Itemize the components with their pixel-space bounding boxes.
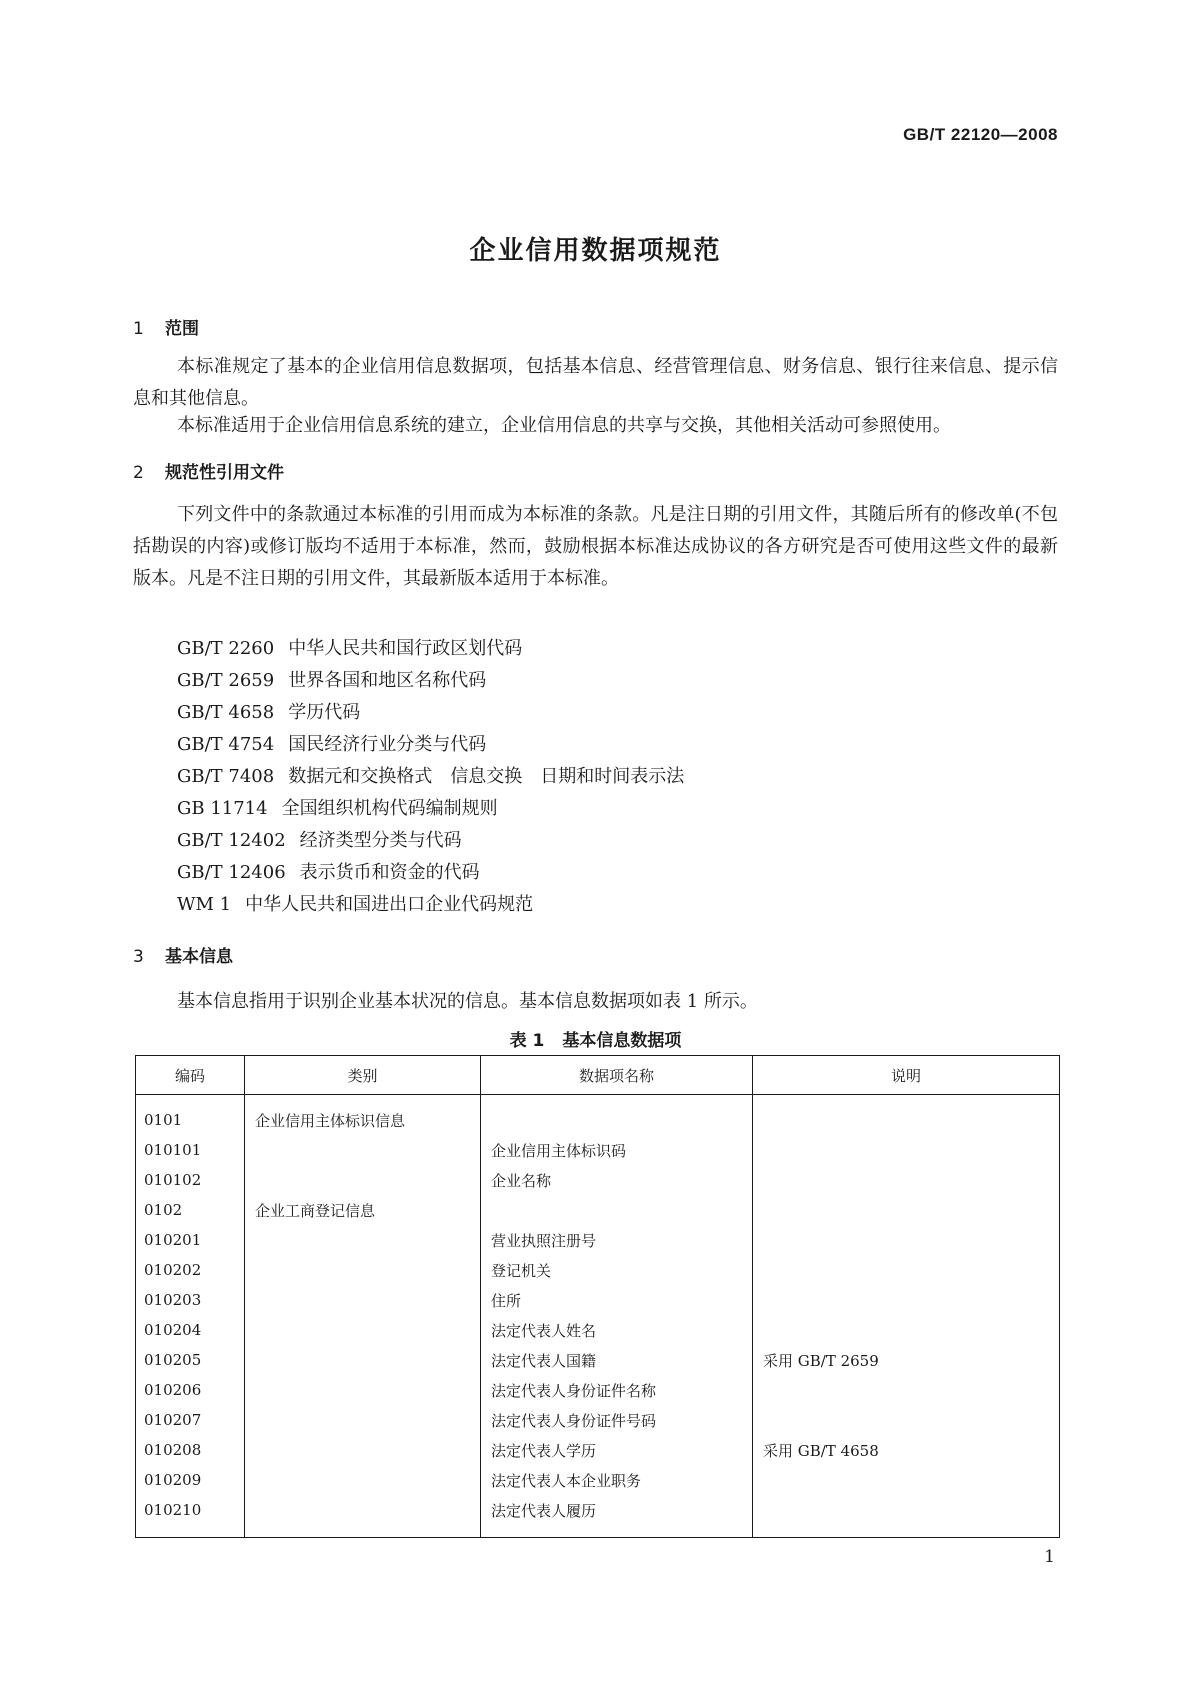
code-cell: 010203	[144, 1291, 202, 1309]
item-name-cell: 住所	[481, 1285, 753, 1315]
code-cell: 0102	[144, 1201, 183, 1219]
category-cell	[245, 1165, 481, 1195]
category-cell	[245, 1255, 481, 1285]
table-row	[136, 1195, 1060, 1225]
code-cell: 010204	[144, 1321, 202, 1339]
code-cell: 010206	[144, 1381, 202, 1399]
category-cell	[245, 1495, 481, 1538]
category-cell	[245, 1465, 481, 1495]
standard-number: GB/T 22120—2008	[903, 125, 1058, 144]
reference-title: 数据元和交换格式 信息交换 日期和时间表示法	[288, 766, 685, 787]
reference-item	[177, 825, 684, 857]
table-row	[136, 1285, 1060, 1315]
code-cell: 0101	[144, 1111, 183, 1129]
reference-item	[177, 761, 684, 793]
item-name-cell	[481, 1095, 753, 1136]
category-cell	[245, 1375, 481, 1405]
table-header-cell: 类别	[245, 1056, 481, 1095]
reference-title: 经济类型分类与代码	[299, 830, 462, 851]
section-2-paragraph-1: 下列文件中的条款通过本标准的引用而成为本标准的条款。凡是注日期的引用文件，其随后所有的修改单(不包括勘误的内容)或修订版均不适用于本标准，然而，鼓励根据本标准达成协议的各方研究是否可使用这些文件的最新版本。凡是不注日期的引用文件，其最新版本适用于本标准。	[133, 504, 1058, 589]
category-cell	[245, 1435, 481, 1465]
reference-title: 中华人民共和国行政区划代码	[288, 638, 523, 659]
code-cell: 010210	[144, 1501, 202, 1519]
note-cell: 采用 GB/T 2659	[753, 1345, 1060, 1375]
note-cell	[753, 1135, 1060, 1165]
note-cell: 采用 GB/T 4658	[753, 1435, 1060, 1465]
reference-list	[177, 633, 684, 921]
basic-info-table	[135, 1055, 1060, 1538]
category-cell	[245, 1285, 481, 1315]
note-cell	[753, 1285, 1060, 1315]
code-cell: 010207	[144, 1411, 202, 1429]
reference-title: 表示货币和资金的代码	[299, 862, 480, 883]
section-2-heading	[133, 458, 284, 483]
table-caption-title: 基本信息数据项	[562, 1031, 682, 1051]
section-3-heading	[133, 942, 233, 967]
item-name-cell: 营业执照注册号	[481, 1225, 753, 1255]
table-caption	[0, 1026, 1191, 1051]
table-row	[136, 1225, 1060, 1255]
section-3-paragraph-1: 基本信息指用于识别企业基本状况的信息。基本信息数据项如表 1 所示。	[177, 991, 758, 1012]
item-name-cell: 法定代表人国籍	[481, 1345, 753, 1375]
reference-item	[177, 729, 684, 761]
reference-item	[177, 793, 684, 825]
note-cell	[753, 1095, 1060, 1136]
category-cell	[245, 1135, 481, 1165]
section-title: 基本信息	[165, 947, 233, 967]
reference-item	[177, 633, 684, 665]
note-cell	[753, 1465, 1060, 1495]
section-1-heading	[133, 314, 199, 339]
code-cell: 010208	[144, 1441, 202, 1459]
table-header-cell: 编码	[136, 1056, 245, 1095]
table-row	[136, 1345, 1060, 1375]
note-cell	[753, 1225, 1060, 1255]
reference-title: 世界各国和地区名称代码	[288, 670, 487, 691]
table-row	[136, 1375, 1060, 1405]
note-cell	[753, 1255, 1060, 1285]
table-row	[136, 1405, 1060, 1435]
reference-item	[177, 889, 684, 921]
reference-code: GB/T 12406	[177, 862, 286, 883]
reference-title: 国民经济行业分类与代码	[288, 734, 487, 755]
note-cell	[753, 1495, 1060, 1538]
item-name-cell: 法定代表人学历	[481, 1435, 753, 1465]
code-cell: 010102	[144, 1171, 202, 1189]
table-header-cell: 数据项名称	[481, 1056, 753, 1095]
item-name-cell: 企业名称	[481, 1165, 753, 1195]
code-cell: 010205	[144, 1351, 202, 1369]
item-name-cell	[481, 1195, 753, 1225]
reference-item	[177, 697, 684, 729]
table-row	[136, 1095, 1060, 1136]
table-row	[136, 1315, 1060, 1345]
item-name-cell: 法定代表人姓名	[481, 1315, 753, 1345]
note-cell	[753, 1165, 1060, 1195]
table-caption-number: 表 1	[509, 1031, 545, 1051]
note-cell	[753, 1315, 1060, 1345]
reference-title: 学历代码	[288, 702, 361, 723]
reference-code: GB/T 7408	[177, 766, 275, 787]
item-name-cell: 企业信用主体标识码	[481, 1135, 753, 1165]
reference-code: GB/T 2260	[177, 638, 275, 659]
table-row	[136, 1165, 1060, 1195]
section-title: 规范性引用文件	[165, 463, 284, 483]
section-number: 1	[133, 319, 144, 339]
table-body	[136, 1095, 1060, 1538]
reference-code: WM 1	[177, 894, 232, 915]
code-cell: 010202	[144, 1261, 202, 1279]
reference-code: GB/T 4754	[177, 734, 275, 755]
reference-code: GB/T 4658	[177, 702, 275, 723]
category-cell	[245, 1225, 481, 1255]
code-cell: 010209	[144, 1471, 202, 1489]
section-1-paragraph-1: 本标准规定了基本的企业信用信息数据项，包括基本信息、经营管理信息、财务信息、银行往来信息、提示信息和其他信息。	[133, 356, 1058, 409]
item-name-cell: 登记机关	[481, 1255, 753, 1285]
reference-code: GB 11714	[177, 798, 268, 819]
document-title: 企业信用数据项规范	[469, 236, 722, 266]
table-row	[136, 1465, 1060, 1495]
reference-item	[177, 857, 684, 889]
table-header-row	[136, 1056, 1060, 1095]
code-cell: 010201	[144, 1231, 202, 1249]
reference-title: 中华人民共和国进出口企业代码规范	[245, 894, 534, 915]
reference-code: GB/T 12402	[177, 830, 286, 851]
item-name-cell: 法定代表人身份证件名称	[481, 1375, 753, 1405]
note-cell	[753, 1195, 1060, 1225]
item-name-cell: 法定代表人身份证件号码	[481, 1405, 753, 1435]
item-name-cell: 法定代表人履历	[481, 1495, 753, 1538]
section-title: 范围	[165, 319, 199, 339]
section-number: 2	[133, 463, 144, 483]
table-row	[136, 1135, 1060, 1165]
table-header-cell: 说明	[753, 1056, 1060, 1095]
item-name-cell: 法定代表人本企业职务	[481, 1465, 753, 1495]
category-cell: 企业工商登记信息	[245, 1195, 481, 1225]
section-number: 3	[133, 947, 144, 967]
reference-item	[177, 665, 684, 697]
reference-title: 全国组织机构代码编制规则	[281, 798, 498, 819]
section-1-paragraph-2: 本标准适用于企业信用信息系统的建立，企业信用信息的共享与交换，其他相关活动可参照使用。	[177, 415, 951, 436]
page-number: 1	[1044, 1547, 1055, 1567]
category-cell	[245, 1315, 481, 1345]
category-cell	[245, 1405, 481, 1435]
table-row	[136, 1495, 1060, 1538]
code-cell: 010101	[144, 1141, 202, 1159]
note-cell	[753, 1375, 1060, 1405]
reference-code: GB/T 2659	[177, 670, 275, 691]
table-row	[136, 1435, 1060, 1465]
category-cell: 企业信用主体标识信息	[245, 1095, 481, 1136]
table-row	[136, 1255, 1060, 1285]
category-cell	[245, 1345, 481, 1375]
note-cell	[753, 1405, 1060, 1435]
